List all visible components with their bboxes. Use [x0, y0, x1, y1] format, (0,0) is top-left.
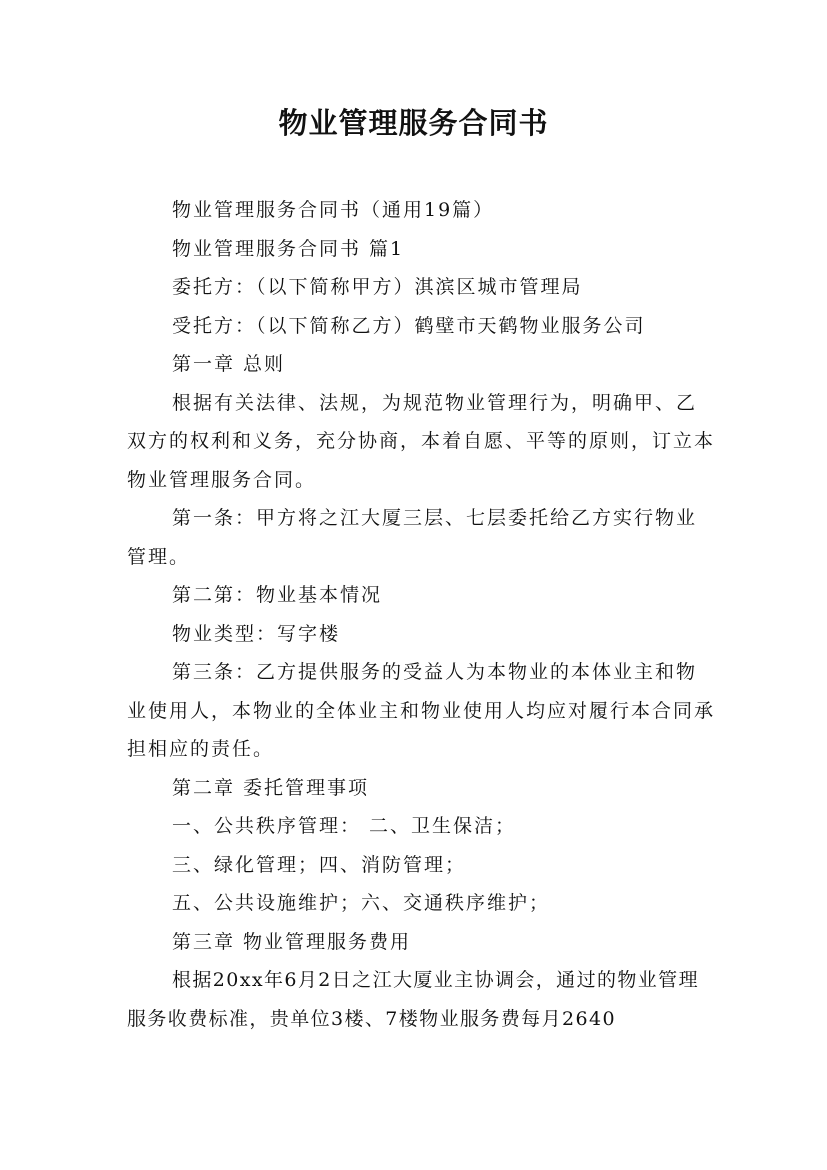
document-title: 物业管理服务合同书 [278, 106, 549, 140]
paragraph-client: 委托方：（以下简称甲方）淇滨区城市管理局 [172, 276, 583, 298]
paragraph-contractor: 受托方：（以下简称乙方）鹤壁市天鹤物业服务公司 [172, 314, 646, 337]
paragraph-article-1: 第一条：甲方将之江大厦三层、七层委托给乙方实行物业管理。 [127, 507, 698, 568]
paragraph-article-3: 第三条：乙方提供服务的受益人为本物业的本体业主和物业使用人，本物业的全体业主和物业使用人均应对履行本合同承担相应的责任。 [127, 661, 716, 760]
chapter-heading-2: 第二章 委托管理事项 [172, 776, 370, 799]
paragraph-property-type: 物业类型：写字楼 [172, 622, 341, 645]
paragraph-subtitle: 物业管理服务合同书（通用19篇） [172, 199, 495, 221]
paragraph-article-2-heading: 第二第：物业基本情况 [172, 584, 383, 606]
document-body [127, 191, 717, 1038]
paragraph-article-heading: 物业管理服务合同书 篇1 [172, 237, 405, 260]
paragraph-items-5-6: 五、公共设施维护；六、交通秩序维护； [172, 892, 551, 914]
paragraph-items-1-2: 一、公共秩序管理： 二、卫生保洁； [172, 815, 517, 837]
chapter-heading-1: 第一章 总则 [172, 353, 286, 375]
paragraph-items-3-4: 三、绿化管理；四、消防管理； [172, 853, 467, 876]
paragraph-purpose: 根据有关法律、法规，为规范物业管理行为，明确甲、乙双方的权利和义务，充分协商，本着自愿、平等的原则，订立本物业管理服务合同。 [127, 391, 716, 491]
chapter-heading-3: 第三章 物业管理服务费用 [172, 930, 412, 953]
paragraph-fees: 根据20xx年6月2日之江大厦业主协调会，通过的物业管理服务收费标准，贵单位3楼、7楼物业服务费每月2640 [127, 969, 699, 1030]
